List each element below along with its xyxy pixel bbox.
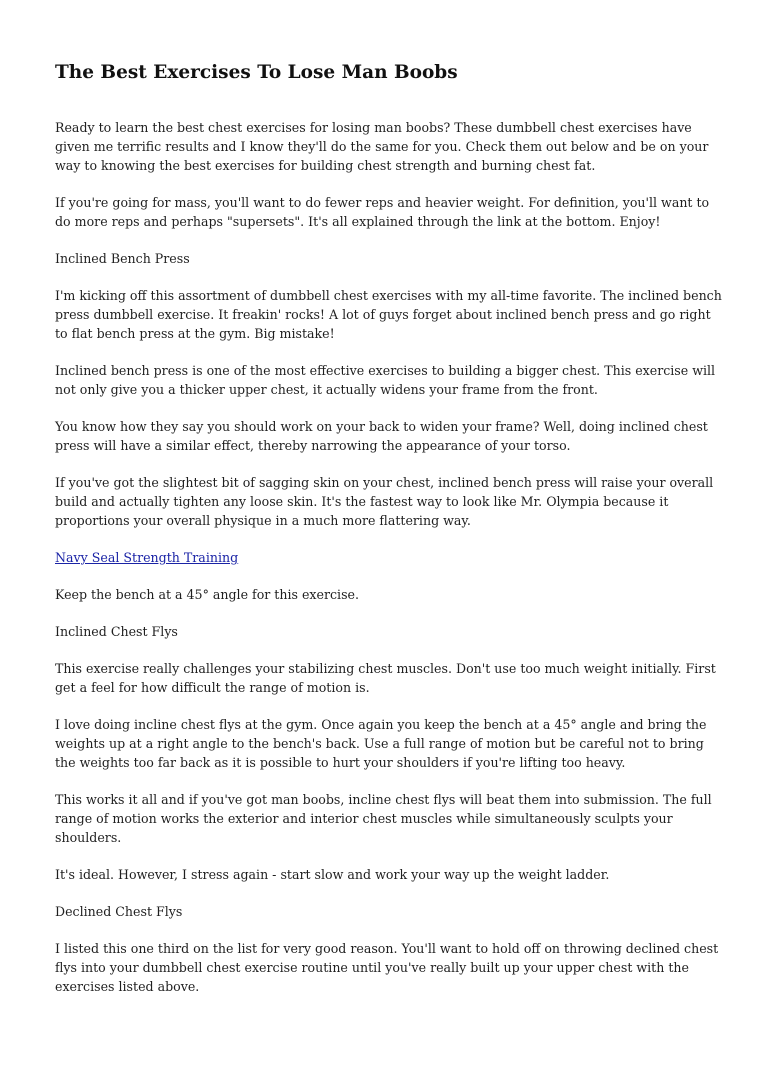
document-page <box>55 60 725 1014</box>
inclined-flys-paragraph-2: I love doing incline chest flys at the gym. Once again you keep the bench at a 45° angle and bring the weights up at a right angle to the bench's back. Use a full range of motion but be careful not to bring the weights too far back as it is possible to hurt your shoulders if you're lifting too heavy. <box>55 717 707 770</box>
inclined-bench-paragraph-2: Inclined bench press is one of the most effective exercises to building a bigger chest. This exercise will not only give you a thicker upper chest, it actually widens your frame from the front. <box>55 363 716 397</box>
inclined-flys-paragraph-1: This exercise really challenges your stabilizing chest muscles. Don't use too much weight initially. First get a feel for how difficult the range of motion is. <box>55 661 716 695</box>
inclined-bench-paragraph-3: You know how they say you should work on your back to widen your frame? Well, doing inclined chest press will have a similar effect, thereby narrowing the appearance of your torso. <box>55 419 708 453</box>
section-heading-inclined-bench-press: Inclined Bench Press <box>55 251 190 266</box>
bench-angle-paragraph: Keep the bench at a 45° angle for this exercise. <box>55 587 359 602</box>
section-heading-declined-chest-flys: Declined Chest Flys <box>55 904 183 919</box>
intro-paragraph: Ready to learn the best chest exercises for losing man boobs? These dumbbell chest exercises have given me terrific results and I know they'll do the same for you. Check them out below and be on your way to knowing the best exercises for building chest strength and burning chest fat. <box>55 120 709 173</box>
section-heading-inclined-chest-flys: Inclined Chest Flys <box>55 624 178 639</box>
link-paragraph <box>55 548 725 567</box>
inclined-bench-paragraph-1: I'm kicking off this assortment of dumbbell chest exercises with my all-time favorite. The inclined bench press dumbbell exercise. It freakin' rocks! A lot of guys forget about inclined bench press and go right to flat bench press at the gym. Big mistake! <box>55 288 722 341</box>
inclined-flys-paragraph-3: This works it all and if you've got man boobs, incline chest flys will beat them into submission. The full range of motion works the exterior and interior chest muscles while simultaneously sculpts your shoulders. <box>55 792 712 845</box>
navy-seal-strength-training-link[interactable]: Navy Seal Strength Training <box>55 550 239 565</box>
inclined-flys-paragraph-4: It's ideal. However, I stress again - start slow and work your way up the weight ladder. <box>55 867 610 882</box>
inclined-bench-paragraph-4: If you've got the slightest bit of sagging skin on your chest, inclined bench press will raise your overall build and actually tighten any loose skin. It's the fastest way to look like Mr. Olympia because it proportions your overall physique in a much more flattering way. <box>55 475 714 528</box>
declined-flys-paragraph-1: I listed this one third on the list for very good reason. You'll want to hold off on throwing declined chest flys into your dumbbell chest exercise routine until you've really built up your upper chest with the exercises listed above. <box>55 941 719 994</box>
mass-definition-paragraph: If you're going for mass, you'll want to do fewer reps and heavier weight. For definition, you'll want to do more reps and perhaps "supersets". It's all explained through the link at the bottom. Enjoy! <box>55 195 710 229</box>
document-title: The Best Exercises To Lose Man Boobs <box>55 62 458 83</box>
